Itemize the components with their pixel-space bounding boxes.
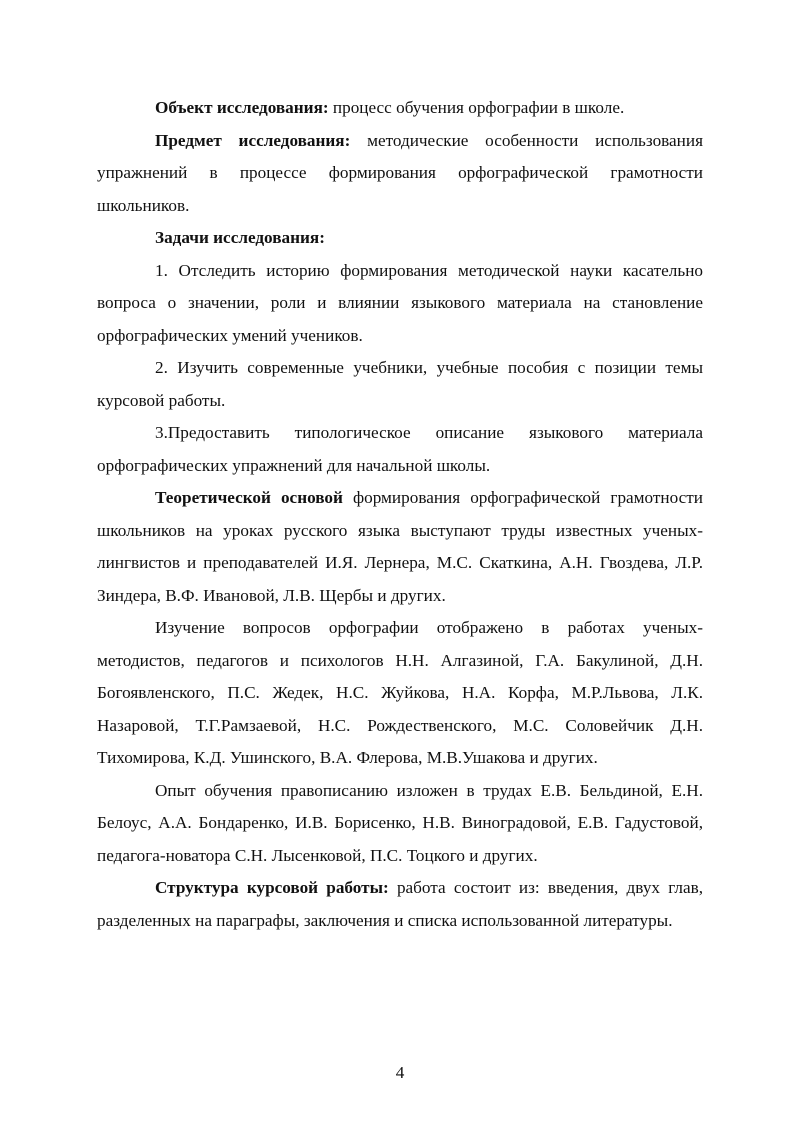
research-object-label: Объект исследования: <box>155 98 329 117</box>
research-tasks-label: Задачи исследования: <box>155 228 325 247</box>
work-structure-text: работа состоит из: введения, двух глав, разделенных на параграфы, заключения и списка использованной литературы. <box>97 878 703 930</box>
theoretical-basis-label: Теоретической основой <box>155 488 343 507</box>
research-object-text: процесс обучения орфографии в школе. <box>328 98 625 117</box>
teaching-experience-paragraph: Опыт обучения правописанию изложен в трудах Е.В. Бельдиной, Е.Н. Белоус, А.А. Бондаренко, И.В. Борисенко, Н.В. Виноградовой, Е.В. Гадустовой, педагога-новатора С.Н. Лысенковой, П.С. Тоцкого и других. <box>97 780 703 865</box>
theoretical-basis-text: формирования орфографической грамотности школьников на уроках русского языка выступают труды известных ученых-лингвистов и преподавателей И.Я. Лернера, М.С. Скаткина, А.Н. Гвоздева, Л.Р. Зиндера, В.Ф. Ивановой, Л.В. Щербы и других. <box>97 488 703 605</box>
research-subject-label: Предмет исследования: <box>155 130 351 150</box>
document-body <box>97 92 703 937</box>
research-tasks-heading <box>97 222 703 255</box>
research-task-item: 1. Отследить историю формирования методической науки касательно вопроса о значении, роли и влиянии языкового материала на становление орфографических умений учеников. <box>97 260 703 345</box>
work-structure-label: Структура курсовой работы: <box>155 878 389 897</box>
theoretical-basis-paragraph <box>97 482 703 612</box>
research-subject-paragraph <box>97 125 703 223</box>
research-subject-text: методические особенности использования упражнений в процессе формирования орфографической грамотности школьников. <box>97 130 703 215</box>
research-task-item: 3.Предоставить типологическое описание языкового материала орфографических упражнений для начальной школы. <box>97 423 703 475</box>
research-object-paragraph <box>97 92 703 125</box>
work-structure-paragraph <box>97 872 703 937</box>
study-of-orthography-paragraph: Изучение вопросов орфографии отображено в работах ученых-методистов, педагогов и психологов Н.Н. Алгазиной, Г.А. Бакулиной, Д.Н. Богоявленского, П.С. Жедек, Н.С. Жуйкова, Н.А. Корфа, М.Р.Львова, Л.К. Назаровой, Т.Г.Рамзаевой, Н.С. Рождественского, М.С. Соловейчик Д.Н. Тихомирова, К.Д. Ушинского, В.А. Флерова, М.В.Ушакова и других. <box>97 618 703 767</box>
page-number: 4 <box>395 1063 405 1082</box>
research-task-item: 2. Изучить современные учебники, учебные пособия с позиции темы курсовой работы. <box>97 358 703 410</box>
